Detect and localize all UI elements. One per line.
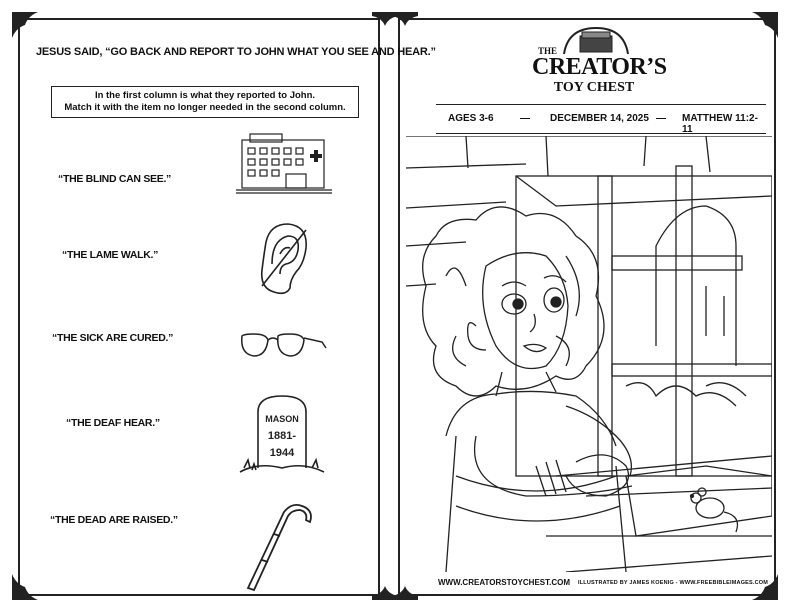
toy-chest-logo-icon [560,26,632,56]
ear-icon [256,220,312,296]
quote-lame: “THE LAME WALK.” [62,249,159,261]
info-bar [436,104,766,134]
instructions-line: Match it with the item no longer needed in the second column. [64,102,346,113]
instructions-box [51,86,359,118]
scripture-reference: MATTHEW 11:2-11 [682,113,758,135]
coloring-illustration [406,136,772,572]
quote-dead: “THE DEAD ARE RAISED.” [50,514,178,526]
info-separator: — [656,113,666,124]
tombstone-name: MASON [265,414,299,424]
quote-deaf: “THE DEAF HEAR.” [66,417,160,429]
hospital-icon [236,132,332,194]
logo-subtitle: TOY CHEST [553,80,635,95]
tombstone-birth: 1881- [267,430,297,442]
tombstone-icon [238,392,326,478]
age-range: AGES 3-6 [448,113,494,124]
lesson-date: DECEMBER 14, 2025 [550,113,649,124]
tombstone-death: 1944 [269,447,295,459]
quote-blind: “THE BLIND CAN SEE.” [58,173,172,185]
illustrator-credit: ILLUSTRATED BY JAMES KOENIG - WWW.FREEBIBLEIMAGES.COM [578,580,769,586]
logo-title: CREATOR’S [532,54,667,80]
website-url: WWW.CREATORSTOYCHEST.COM [438,578,570,587]
info-separator: — [520,113,530,124]
page-heading: JESUS SAID, “GO BACK AND REPORT TO JOHN WHAT YOU SEE AND HEAR.” [36,46,436,58]
glasses-icon [238,328,328,362]
instructions-line: In the first column is what they reported to John. [94,90,316,101]
logo-the: THE [538,46,558,56]
cane-icon [240,500,322,592]
quote-sick: “THE SICK ARE CURED.” [52,332,174,344]
